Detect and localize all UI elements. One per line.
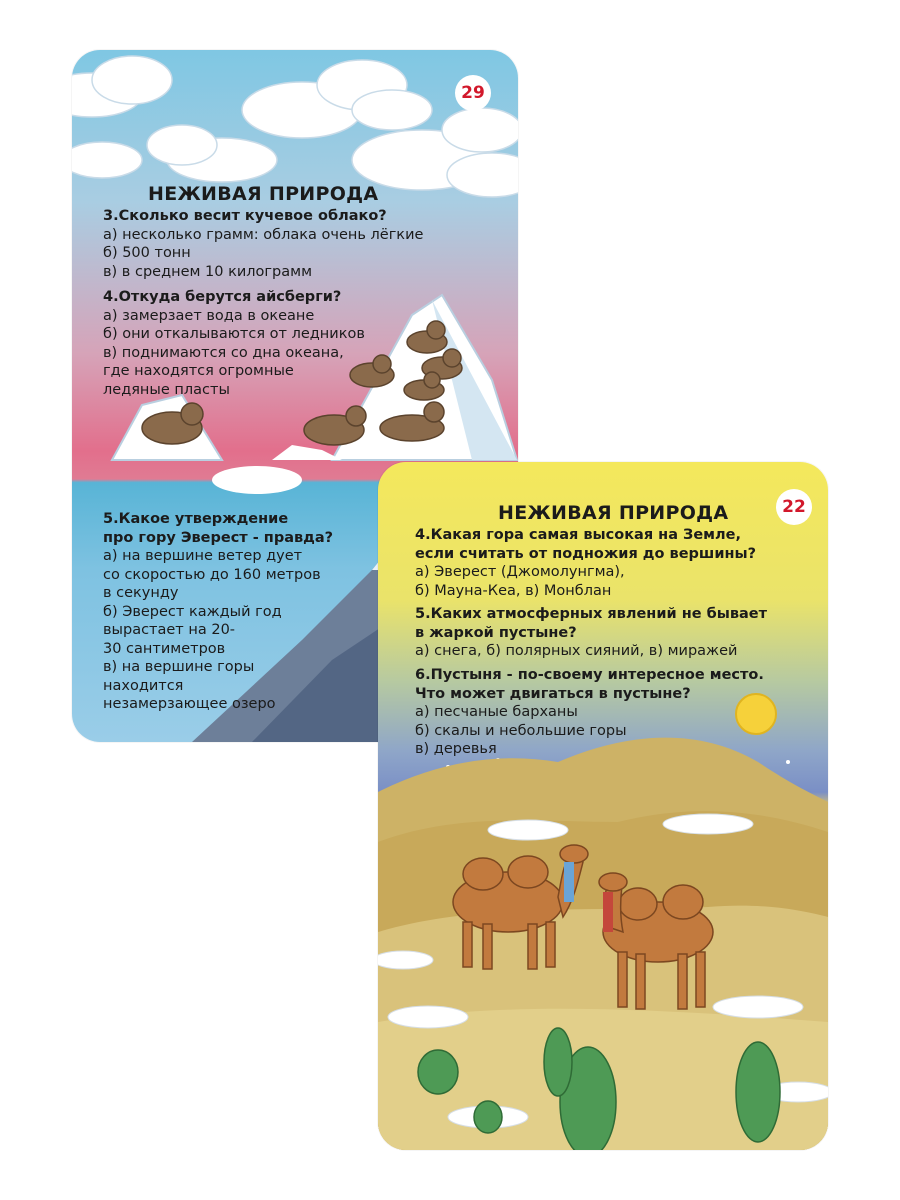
answer-5c-line3: незамерзающее озеро [103, 696, 276, 712]
answer-5b-line3: 30 сантиметров [103, 640, 226, 657]
question-5-line2: в жаркой пустыне? [415, 624, 577, 641]
answer-4c-line2: где находятся огромные [103, 363, 294, 379]
answer-3a: а) несколько грамм: облака очень лёгкие [103, 226, 424, 243]
question-6-line1: 6.Пустыня - по-своему интересное место. [415, 667, 764, 683]
answer-4a: а) замерзает вода в океане [103, 307, 315, 324]
answer-5abc: а) снега, б) полярных сияний, в) миражей [415, 643, 738, 659]
card-title: НЕЖИВАЯ ПРИРОДА [498, 502, 729, 524]
answer-5a-line2: со скоростью до 160 метров [103, 566, 321, 583]
answer-5a: а) на вершине ветер дует [103, 548, 303, 564]
answer-5a-line3: в секунду [103, 585, 179, 601]
answer-4c-line3: ледяные пласты [103, 381, 230, 398]
answer-3b: б) 500 тонн [103, 245, 191, 261]
question-3: 3.Сколько весит кучевое облако? [103, 208, 387, 224]
question-4: 4.Откуда берутся айсберги? [103, 289, 342, 305]
question-block-6 [415, 666, 764, 759]
question-4-line1: 4.Какая гора самая высокая на Земле, [415, 527, 741, 543]
question-block-5 [415, 605, 767, 661]
answer-6c: в) деревья [415, 741, 497, 757]
answer-4bc: б) Мауна-Кеа, в) Монблан [415, 582, 612, 599]
card-number-22: 22 [776, 489, 812, 525]
question-5-line1: 5.Каких атмосферных явлений не бывает [415, 606, 768, 622]
question-5-line2: про гору Эверест - правда? [103, 529, 334, 546]
answer-3c: в) в среднем 10 килограмм [103, 263, 313, 280]
answer-5c-line2: находится [103, 677, 184, 694]
answer-5b: б) Эверест каждый год [103, 603, 282, 620]
answer-6b: б) скалы и небольшие горы [415, 722, 627, 739]
card-title: НЕЖИВАЯ ПРИРОДА [148, 183, 379, 205]
answer-4b: б) они откалываются от ледников [103, 326, 365, 342]
question-block-3 [103, 207, 423, 281]
question-5-line1: 5.Какое утверждение [103, 511, 289, 527]
clouds [72, 56, 518, 197]
question-block-4 [415, 526, 756, 600]
answer-5c: в) на вершине горы [103, 659, 255, 675]
card-22 [378, 462, 828, 1150]
question-block-5 [103, 510, 333, 714]
question-6-line2: Что может двигаться в пустыне? [415, 685, 691, 702]
card-number-29: 29 [455, 75, 491, 111]
question-block-4 [103, 288, 365, 399]
answer-4c: в) поднимаются со дна океана, [103, 344, 344, 361]
answer-4a: а) Эверест (Джомолунгма), [415, 564, 625, 580]
question-4-line2: если считать от подножия до вершины? [415, 545, 757, 562]
answer-6a: а) песчаные барханы [415, 704, 578, 720]
answer-5b-line2: вырастает на 20- [103, 622, 236, 638]
